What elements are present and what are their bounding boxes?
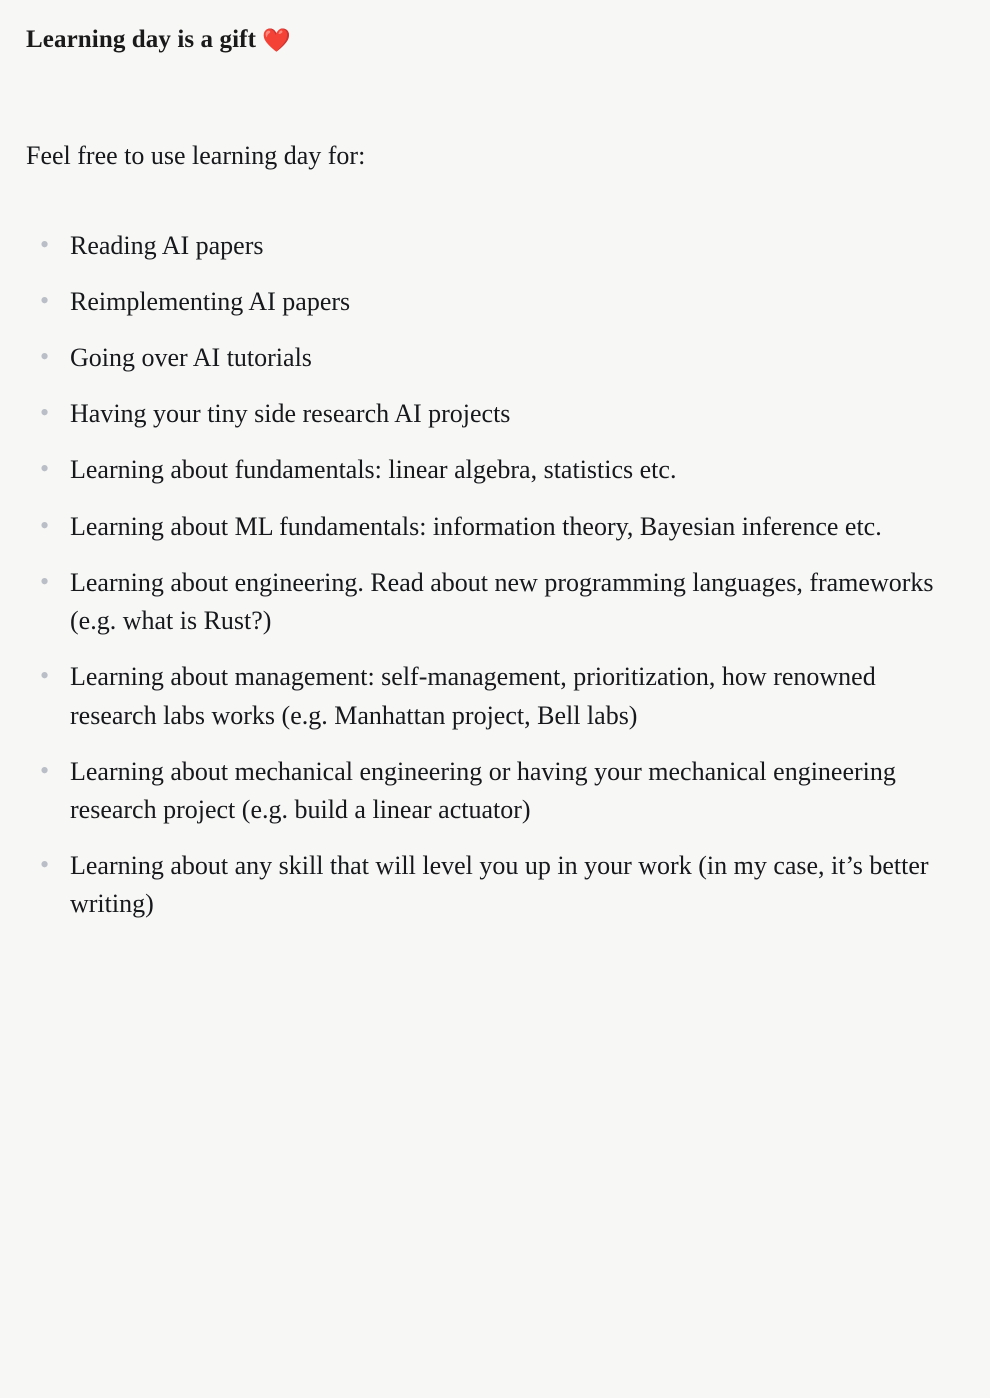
page-title-text: Learning day is a gift: [26, 26, 256, 53]
list-item: • Going over AI tutorials: [26, 339, 964, 377]
list-item: • Learning about management: self-management, prioritization, how renowned research labs works (e.g. Manhattan project, Bell labs): [26, 658, 964, 734]
list-item: • Learning about engineering. Read about new programming languages, frameworks (e.g. what is Rust?): [26, 564, 964, 640]
list-item: • Reimplementing AI papers: [26, 283, 964, 321]
page-title: [26, 24, 964, 57]
list-item: • Reading AI papers: [26, 227, 964, 265]
intro-paragraph: Feel free to use learning day for:: [26, 140, 366, 170]
heart-icon: ❤️: [262, 28, 292, 54]
list-item: • Learning about ML fundamentals: information theory, Bayesian inference etc.: [26, 508, 964, 546]
learning-day-list: [26, 227, 964, 924]
list-item: • Having your tiny side research AI projects: [26, 395, 964, 433]
list-item: • Learning about any skill that will level you up in your work (in my case, it’s better writing): [26, 847, 964, 923]
list-item: • Learning about fundamentals: linear algebra, statistics etc.: [26, 451, 964, 489]
list-item: • Learning about mechanical engineering or having your mechanical engineering research project (e.g. build a linear actuator): [26, 753, 964, 829]
